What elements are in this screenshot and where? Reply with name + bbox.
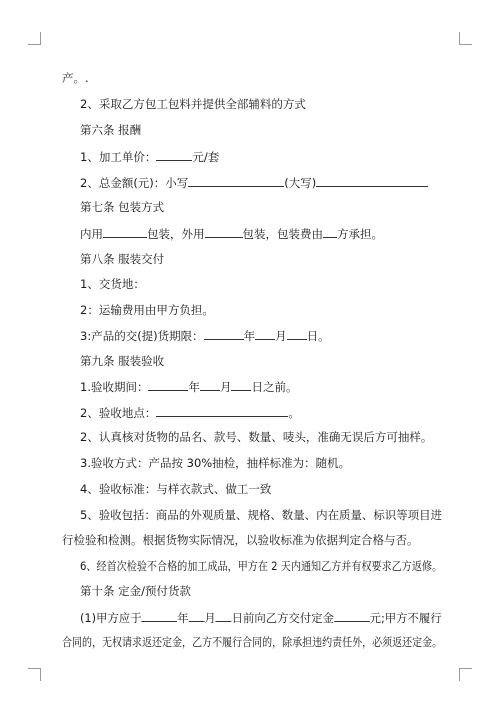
crop-mark-top-left <box>28 32 41 45</box>
text-line: 合同的，无权请求返还定金，乙方不履行合同的，除承担违约责任外，必须返还定金。 <box>62 635 443 649</box>
fill-blank <box>156 149 192 161</box>
fill-blank <box>205 226 243 238</box>
crop-mark-top-right <box>459 32 472 45</box>
fill-blank <box>255 328 275 340</box>
section-heading: 第九条 服装验收 <box>80 354 165 368</box>
fill-blank <box>189 610 205 622</box>
fill-blank <box>231 379 251 391</box>
fill-blank <box>334 610 370 622</box>
text-line: 1、加工单价： 元/套 <box>80 150 220 164</box>
text-line: 2、总金额(元)：小写 (大写) <box>80 175 428 190</box>
section-heading: 第八条 服装交付 <box>80 252 165 266</box>
text-line: 3:产品的交(提)货期限： 年 月 日。 <box>80 329 330 343</box>
section-heading: 第十条 定金/预付货款 <box>80 584 192 598</box>
text-line: 1、交货地： <box>80 277 145 291</box>
text-line: 4、验收标准：与样衣款式、做工一致 <box>80 482 272 496</box>
text-line: 6、经首次检验不合格的加工成品，甲方在 2 天内通知乙方并有权要求乙方返修。 <box>80 559 443 573</box>
text-line: 2、采取乙方包工包料并提供全部辅料的方式 <box>80 97 306 111</box>
fill-blank <box>188 175 284 187</box>
fill-blank <box>103 226 147 238</box>
text-line: 产。. <box>62 71 89 85</box>
section-heading: 第六条 报酬 <box>80 123 142 137</box>
fill-blank <box>287 328 307 340</box>
crop-mark-bottom-right <box>459 668 472 681</box>
text-line: 行检验和检测。根据货物实际情况，以验收标准为依据判定合格与否。 <box>62 533 419 547</box>
crop-mark-bottom-left <box>28 668 41 681</box>
text-line: 内用 包装，外用 包装，包装费由 方承担。 <box>80 227 383 241</box>
section-heading: 第七条 包装方式 <box>80 200 165 214</box>
text-line: 1.验收期间： 年 月 日之前。 <box>80 380 298 394</box>
text-line: 2、验收地点： 。 <box>80 406 300 420</box>
fill-blank <box>148 379 188 391</box>
fill-blank <box>200 379 220 391</box>
fill-blank <box>156 405 288 417</box>
fill-blank <box>316 175 428 187</box>
fill-blank <box>323 226 337 238</box>
text-line: 2：运输费用由甲方负担。 <box>80 303 214 317</box>
fill-blank <box>216 610 232 622</box>
text-line: 3.验收方式：产品按 30%抽检，抽样标准为：随机。 <box>80 456 351 470</box>
fill-blank <box>142 610 178 622</box>
text-line: (1)甲方应于 年 月 日前向乙方交付定金 元;甲方不履行 <box>80 611 442 625</box>
fill-blank <box>204 328 244 340</box>
text-line: 5、验收包括：商品的外观质量、规格、数量、内在质量、标识等项目进 <box>80 508 443 522</box>
text-line: 2、认真核对货物的品名、款号、数量、唛头，准确无误后方可抽样。 <box>80 430 433 444</box>
